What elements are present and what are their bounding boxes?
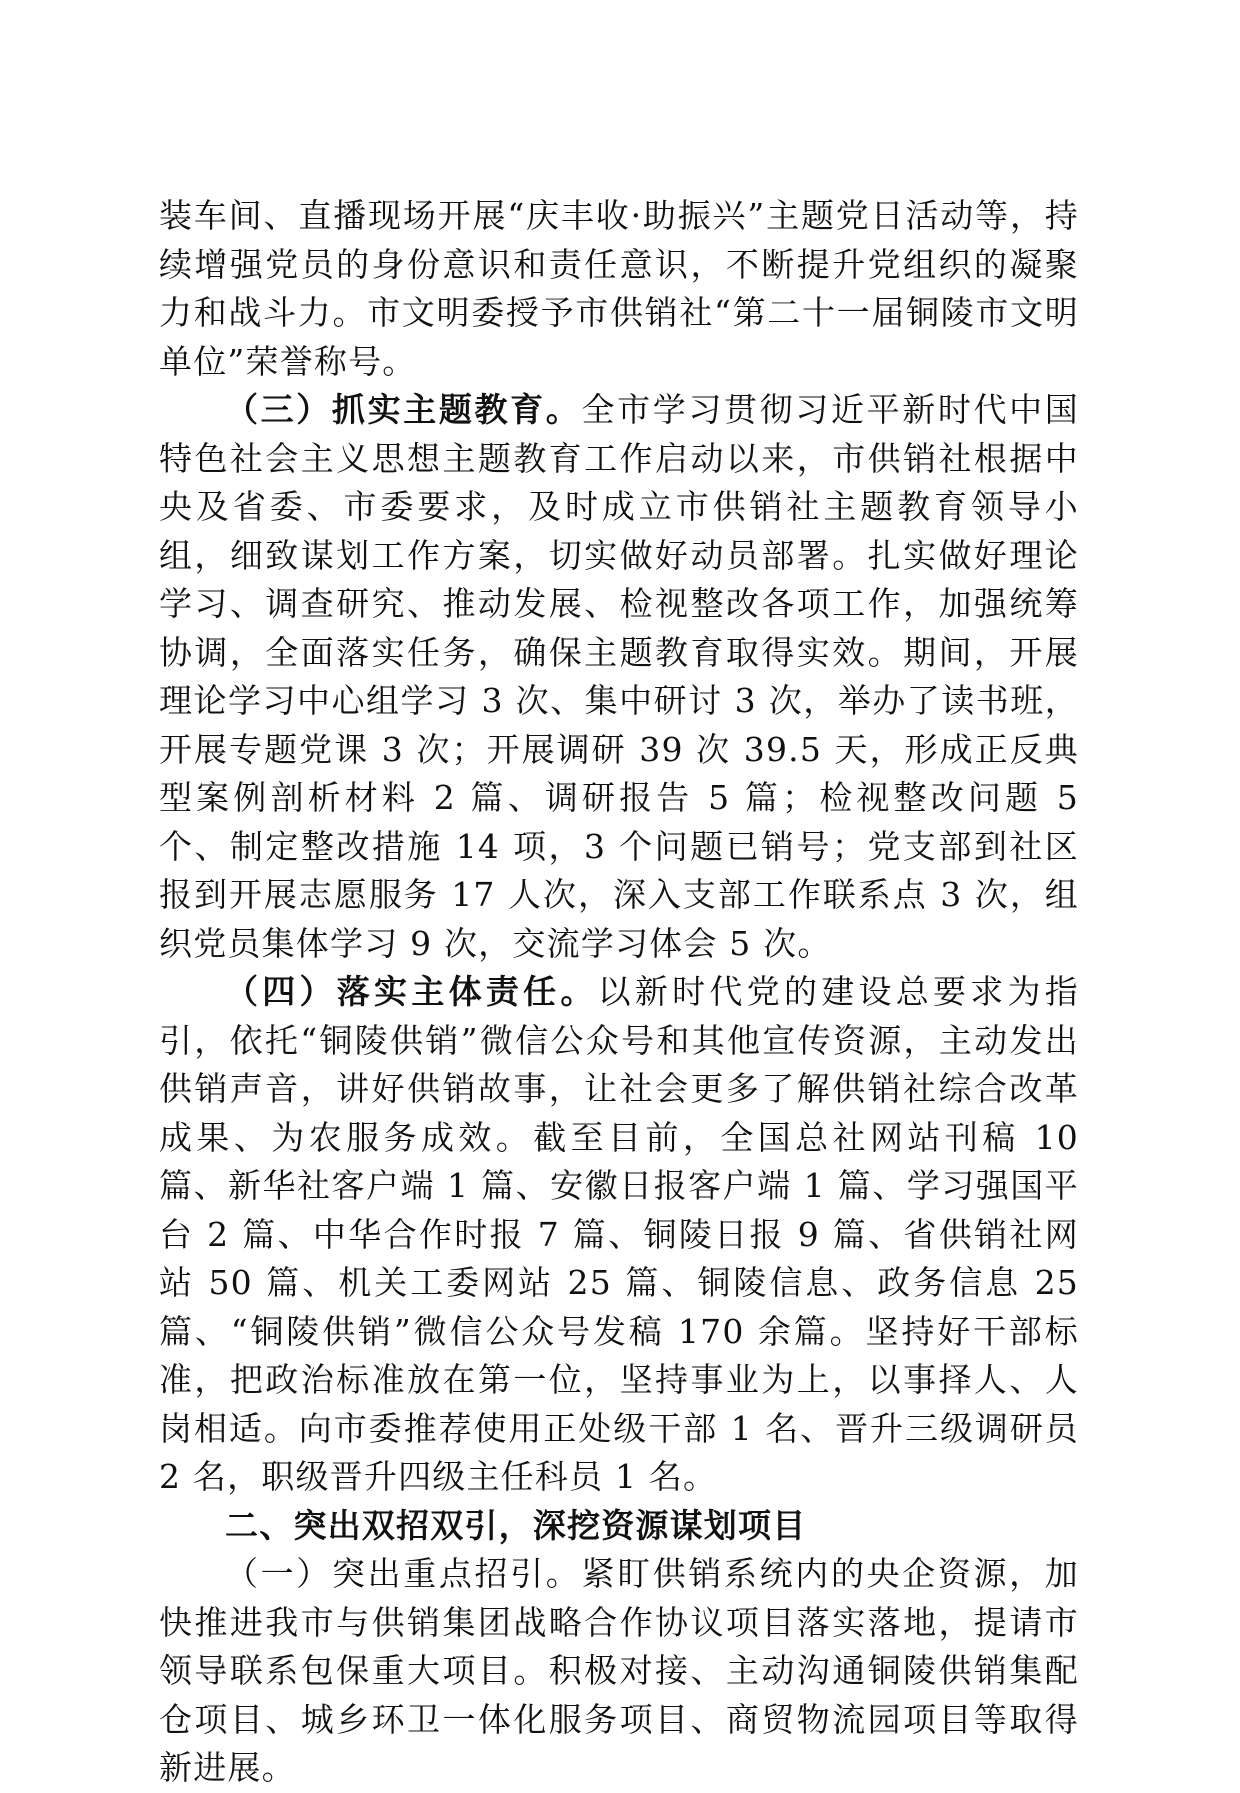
paragraph-lead: （三）抓实主题教育。 [225, 390, 582, 429]
section-heading: 二、突出双招双引，深挖资源谋划项目 [225, 1505, 807, 1545]
document-page [159, 192, 1079, 1793]
paragraph-theme-education [159, 386, 1079, 968]
paragraph-key-investment [159, 1550, 1079, 1793]
paragraph-continuation [159, 192, 1079, 386]
paragraph-lead: （一）突出重点招引。 [225, 1554, 582, 1593]
paragraph-text: 紧盯供销系统内的央企资源，加快推进我市与供销集团战略合作协议项目落实落地，提请市领导联系包保重大项目。积极对接、主动沟通铜陵供销集配仓项目、城乡环卫一体化服务项目、商贸物流园项目等取得新进展。 [159, 1554, 1079, 1787]
paragraph-main-responsibility [159, 968, 1079, 1502]
paragraph-text: 全市学习贯彻习近平新时代中国特色社会主义思想主题教育工作启动以来，市供销社根据中央及省委、市委要求，及时成立市供销社主题教育领导小组，细致谋划工作方案，切实做好动员部署。扎实做好理论学习、调查研究、推动发展、检视整改各项工作，加强统筹协调，全面落实任务，确保主题教育取得实效。期间，开展理论学习中心组学习 3 次、集中研讨 3 次，举办了读书班，开展专题党课 3 次；开展调研 39 次 39.5 天，形成正反典型案例剖析材料 2 篇、调研报告 5 篇；检视整改问题 5 个、制定整改措施 14 项，3 个问题已销号；党支部到社区报到开展志愿服务 17 人次，深入支部工作联系点 3 次，组织党员集体学习 9 次，交流学习体会 5 次。 [159, 390, 1079, 963]
paragraph-lead: （四）落实主体责任。 [225, 972, 598, 1011]
paragraph-text: 以新时代党的建设总要求为指引，依托“铜陵供销”微信公众号和其他宣传资源，主动发出供销声音，讲好供销故事，让社会更多了解供销社综合改革成果、为农服务成效。截至目前，全国总社网站刊稿 10 篇、新华社客户端 1 篇、安徽日报客户端 1 篇、学习强国平台 2 篇、中华合作时报 7 篇、铜陵日报 9 篇、省供销社网站 50 篇、机关工委网站 25 篇、铜陵信息、政务信息 25 篇、“铜陵供销”微信公众号发稿 170 余篇。坚持好干部标准，把政治标准放在第一位，坚持事业为上，以事择人、人岗相适。向市委推荐使用正处级干部 1 名、晋升三级调研员 2 名，职级晋升四级主任科员 1 名。 [159, 972, 1079, 1496]
paragraph-text: 装车间、直播现场开展“庆丰收·助振兴”主题党日活动等，持续增强党员的身份意识和责任意识，不断提升党组织的凝聚力和战斗力。市文明委授予市供销社“第二十一届铜陵市文明单位”荣誉称号。 [159, 196, 1079, 381]
